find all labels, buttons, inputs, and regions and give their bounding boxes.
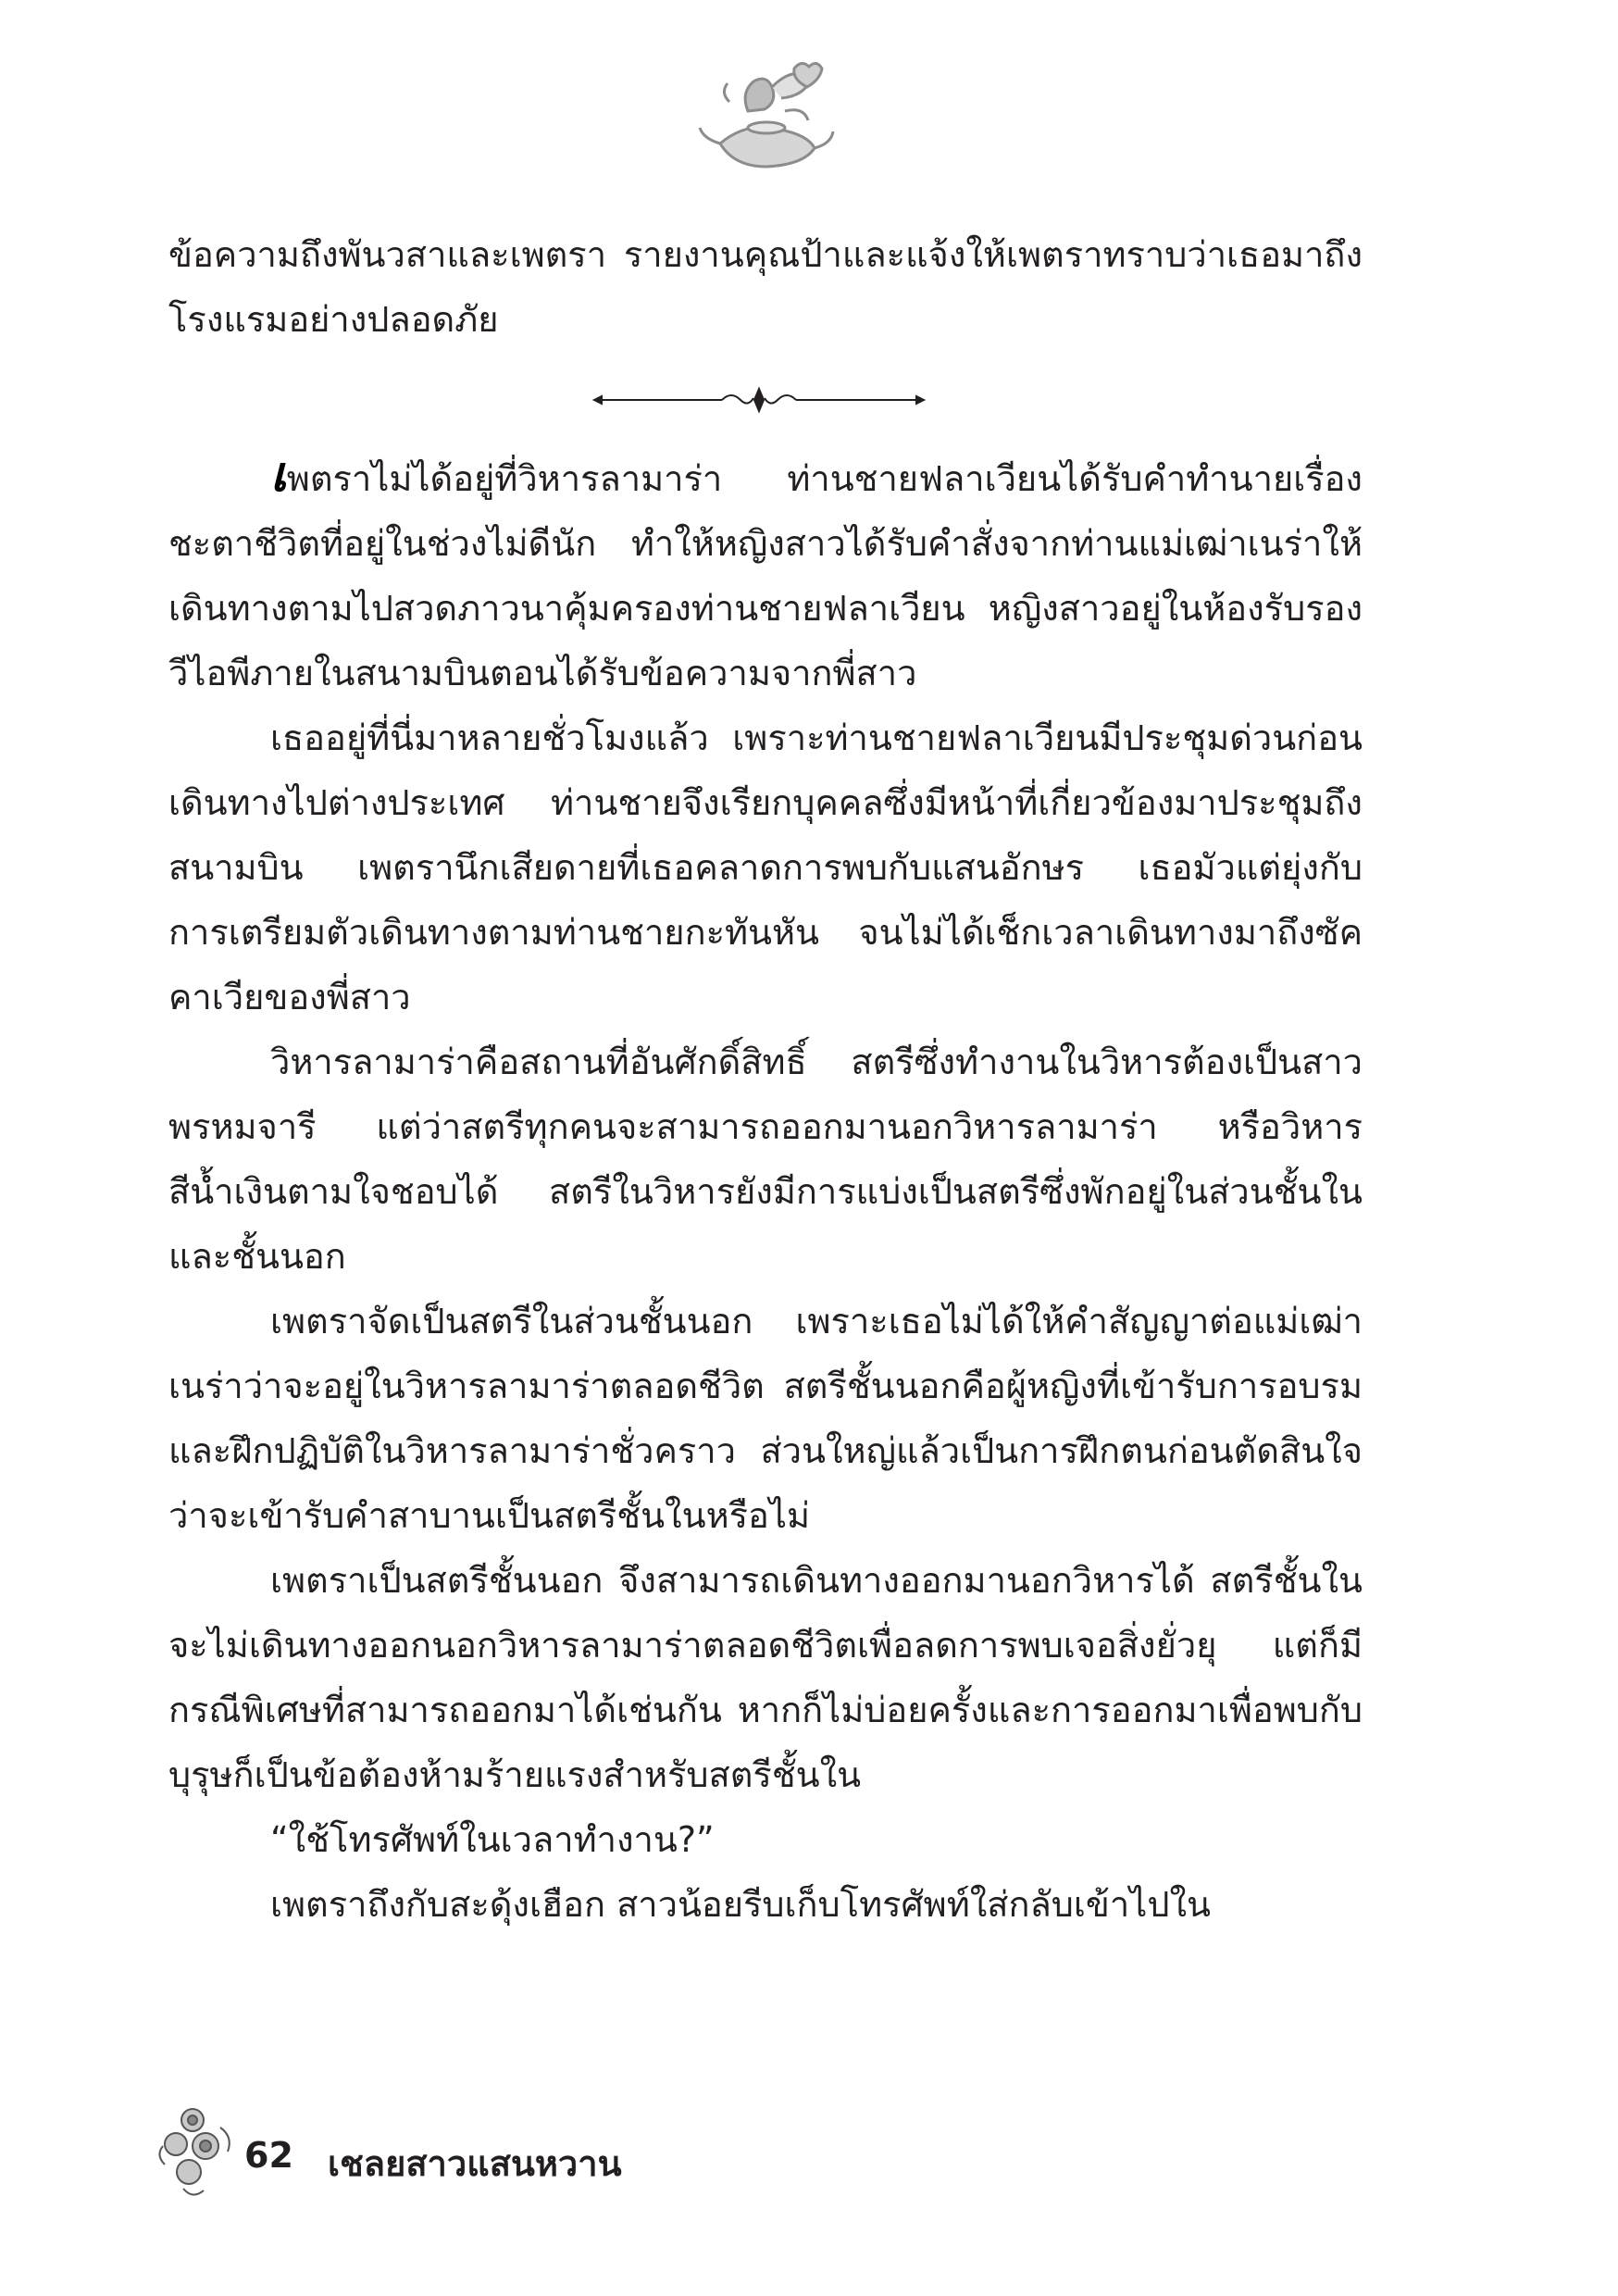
drop-cap: เ <box>270 446 287 503</box>
intro-paragraph: ข้อความถึงพันวสาและเพตรา รายงานคุณป้าและแจ้งให้เพตราทราบว่าเธอมาถึงโรงแรมอย่างปลอดภัย <box>168 234 1363 340</box>
paragraph: เพตราเป็นสตรีชั้นนอก จึงสามารถเดินทางออกมานอกวิหารได้ สตรีชั้นในจะไม่เดินทางออกนอกวิหารลามาร่าตลอดชีวิตเพื่อลดการพบเจอสิ่งยั่วยุ แต่ก็มีกรณีพิเศษที่สามารถออกมาได้เช่นกัน หากก็ไม่บ่อยครั้งและการออกมาเพื่อพบกับบุรุษก็เป็นข้อต้องห้ามร้ายแรงสำหรับสตรีชั้นใน <box>168 1560 1363 1795</box>
paragraph: “ใช้โทรศัพท์ในเวลาทำงาน?” <box>270 1819 715 1860</box>
intro-section <box>168 222 1363 352</box>
paragraph: เธออยู่ที่นี่มาหลายชั่วโมงแล้ว เพราะท่านชายฟลาเวียนมีประชุมด่วนก่อนเดินทางไปต่างประเทศ ท่านชายจึงเรียกบุคคลซึ่งมีหน้าที่เกี่ยวข้องมาประชุมถึงสนามบิน เพตรานึกเสียดายที่เธอคลาดการพบกับแสนอักษร เธอมัวแต่ยุ่งกับการเตรียมตัวเดินทางตามท่านชายกะทันหัน จนไม่ได้เช็กเวลาเดินทางมาถึงซัคคาเวียของพี่สาว <box>168 718 1363 1017</box>
rose-bouquet-icon <box>156 2100 239 2202</box>
book-title: เชลยสาวแสนหวาน <box>328 2143 622 2184</box>
page-number: 62 <box>244 2135 293 2176</box>
first-paragraph-text: พตราไม่ได้อยู่ที่วิหารลามาร่า ท่านชายฟลาเวียนได้รับคำทำนายเรื่องชะตาชีวิตที่อยู่ในช่วงไม่ดีนัก ทำให้หญิงสาวได้รับคำสั่งจากท่านแม่เฒ่าเนร่าให้เดินทางตามไปสวดภาวนาคุ้มครองท่านชายฟลาเวียน หญิงสาวอยู่ในห้องรับรองวีไอพีภายในสนามบินตอนได้รับข้อความจากพี่สาว <box>168 458 1363 693</box>
first-paragraph <box>168 443 1363 705</box>
paragraph: เพตราถึงกับสะดุ้งเฮือก สาวน้อยรีบเก็บโทรศัพท์ใส่กลับเข้าไปใน <box>270 1884 1211 1925</box>
paragraph: วิหารลามาร่าคือสถานที่อันศักดิ์สิทธิ์ สตรีซึ่งทำงานในวิหารต้องเป็นสาวพรหมจารี แต่ว่าสตรีทุกคนจะสามารถออกมานอกวิหารลามาร่า หรือวิหารสีน้ำเงินตามใจชอบได้ สตรีในวิหารยังมีการแบ่งเป็นสตรีซึ่งพักอยู่ในส่วนชั้นในและชั้นนอก <box>168 1042 1363 1277</box>
flourish-divider-icon <box>592 381 926 418</box>
body-section <box>168 443 1363 1937</box>
cupid-teapot-ornament-icon <box>692 56 840 176</box>
page-footer <box>156 2100 803 2202</box>
paragraph: เพตราจัดเป็นสตรีในส่วนชั้นนอก เพราะเธอไม่ได้ให้คำสัญญาต่อแม่เฒ่าเนร่าว่าจะอยู่ในวิหารลามาร่าตลอดชีวิต สตรีชั้นนอกคือผู้หญิงที่เข้ารับการอบรมและฝึกปฏิบัติในวิหารลามาร่าชั่วคราว ส่วนใหญ่แล้วเป็นการฝึกตนก่อนตัดสินใจว่าจะเข้ารับคำสาบานเป็นสตรีชั้นในหรือไม่ <box>168 1301 1363 1536</box>
